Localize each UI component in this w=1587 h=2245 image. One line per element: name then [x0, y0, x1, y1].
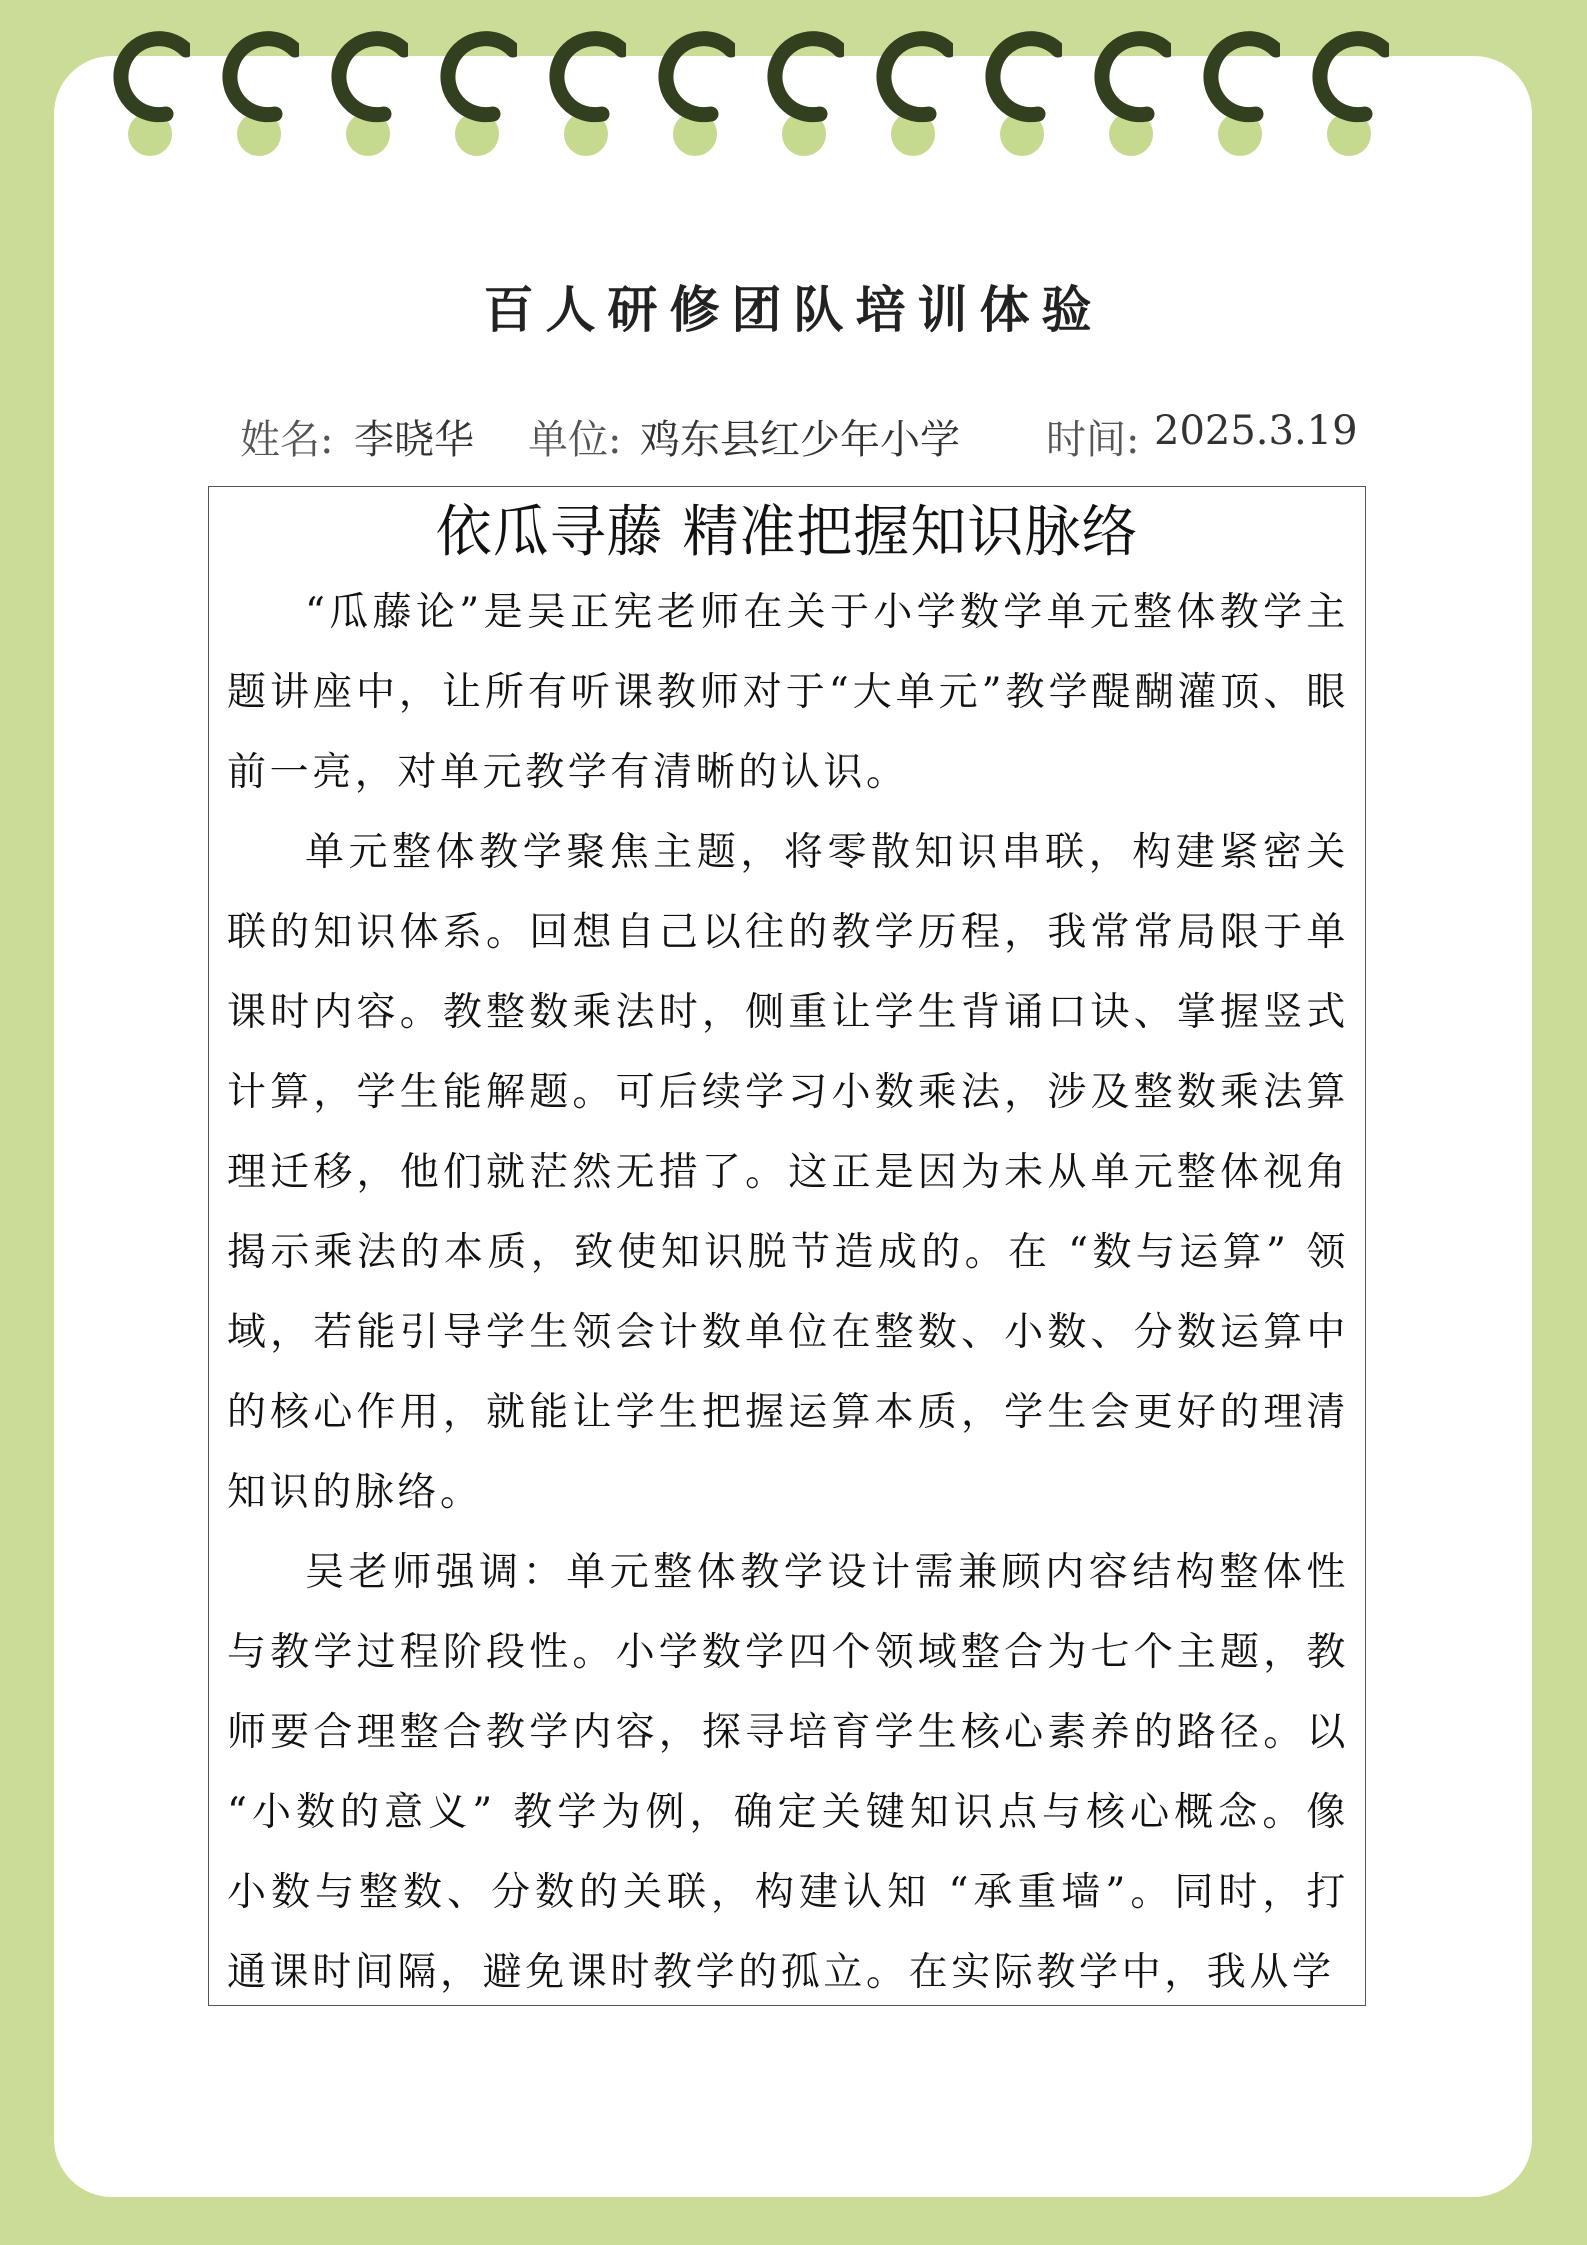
binder-ring-icon — [427, 10, 517, 160]
time-label: 时间: — [1046, 417, 1140, 463]
name-label: 姓名: — [240, 417, 334, 463]
binder-ring-icon — [318, 10, 408, 160]
author-date: 2025.3.19 — [1154, 408, 1358, 454]
article-paragraph: “瓜藤论”是吴正宪老师在关于小学数学单元整体教学主题讲座中，让所有听课教师对于“大单元”教学醍醐灌顶、眼前一亮，对单元教学有清晰的认识。 — [227, 590, 1349, 795]
binder-rings — [0, 0, 1587, 170]
binder-ring-icon — [209, 10, 299, 160]
author-unit: 鸡东县红少年小学 — [640, 417, 960, 463]
binder-ring-icon — [972, 10, 1062, 160]
author-name: 李晓华 — [354, 417, 474, 463]
binder-ring-icon — [863, 10, 953, 160]
binder-ring-icon — [100, 10, 190, 160]
binder-ring-icon — [1299, 10, 1389, 160]
article-frame — [208, 486, 1366, 2006]
article-paragraph: 单元整体教学聚焦主题，将零散知识串联，构建紧密关联的知识体系。回想自己以往的教学历程，我常常局限于单课时内容。教整数乘法时，侧重让学生背诵口诀、掌握竖式计算，学生能解题。可后续学习小数乘法，涉及整数乘法算理迁移，他们就茫然无措了。这正是因为未从单元整体视角揭示乘法的本质，致使知识脱节造成的。在 “数与运算” 领域，若能引导学生领会计数单位在整数、小数、分数运算中的核心作用，就能让学生把握运算本质，学生会更好的理清知识的脉络。 — [227, 830, 1349, 1515]
page-title: 百人研修团队培训体验 — [483, 280, 1104, 339]
unit-label: 单位: — [528, 417, 622, 463]
binder-ring-icon — [1190, 10, 1280, 160]
article-title: 依瓜寻藤 精准把握知识脉络 — [435, 500, 1139, 565]
binder-ring-icon — [1081, 10, 1171, 160]
article-paragraph: 吴老师强调：单元整体教学设计需兼顾内容结构整体性与教学过程阶段性。小学数学四个领域整合为七个主题，教师要合理整合教学内容，探寻培育学生核心素养的路径。以 “小数的意义” 教学为例，确定关键知识点与核心概念。像小数与整数、分数的关联，构建认知 “承重墙”。同时，打通课时间隔，避免课时教学的孤立。在实际教学中，我从学 — [227, 1550, 1349, 1995]
binder-ring-icon — [754, 10, 844, 160]
binder-ring-icon — [645, 10, 735, 160]
binder-ring-icon — [536, 10, 626, 160]
